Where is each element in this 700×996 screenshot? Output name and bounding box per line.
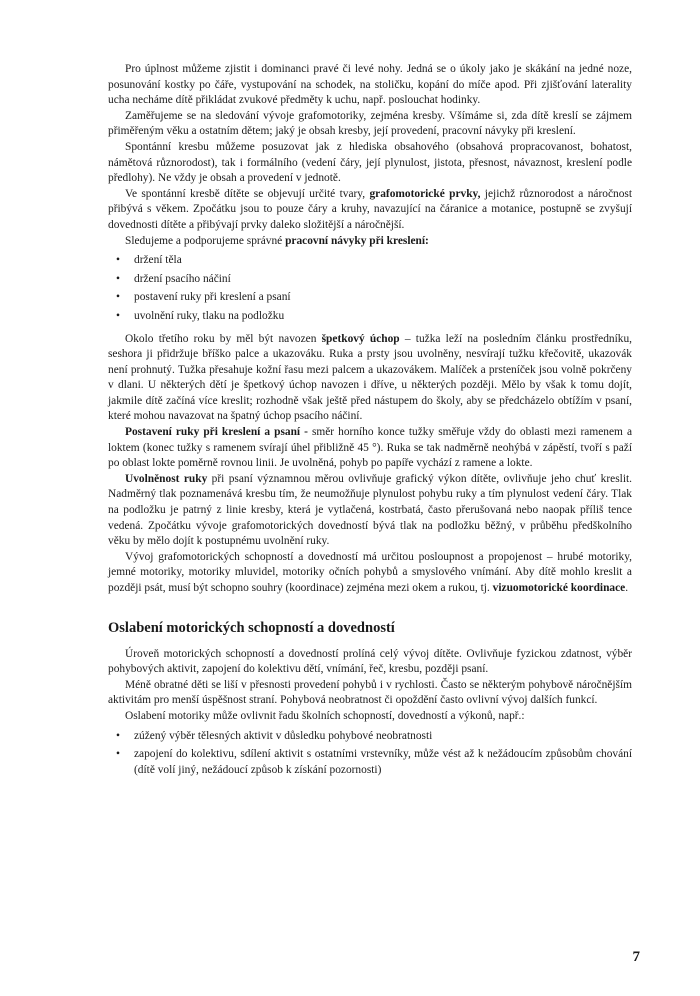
text-run: . [625, 582, 629, 594]
list-item [108, 729, 632, 745]
text-run: Ve spontánní kresbě dítěte se objevují určité tvary, [125, 187, 370, 200]
paragraph-work-habits-lead [108, 234, 632, 250]
paragraph-graphomotor-elements [108, 187, 632, 234]
bold-text-run: Postavení ruky při kreslení a psaní - [125, 426, 308, 439]
bold-text-run: špetkový úchop [321, 332, 400, 345]
text-run: – tužka leží na posledním článku prostředníku, seshora ji přidržuje bříško palce a ukazováku. Ruka a prsty jsou uvolněny, nesvírají tužku křečovitě, ukazovák není prohnutý. Tužka přesahuje kožní řasu mezi palcem a ukazovákem. Malíček a prsteníček jsou volně pokrčeny v dlani. U některých dětí je špetkový úchop navozen i dříve, u některých později. Mělo by však k tomu dojít, jakmile dítě začíná více kreslit; rozhodně však ještě před nástupem do školy, aby se předcházelo obtížím v psaní, které mohou navazovat na špatný úchop psacího náčiní. [108, 332, 632, 423]
text-run: směr horního konce tužky směřuje vždy do oblasti mezi ramenem a loktem (konec tužky s ramenem svírají úhel přibližně 45 °). Ruka se tak nadměrně neohýbá v zápěstí, tvoří s paží po oblast lokte poměrně rovnou linii. Je uvolněná, pohyb po papíře vychází z ramene a lokte. [108, 426, 632, 470]
text-run: při psaní významnou měrou ovlivňuje grafický výkon dítěte, ovlivňuje jeho chuť kreslit. Nadměrný tlak poznamenává kresbu tím, že neumožňuje plynulost pohybu ruky a tím plynulost vedení čáry. Tlak na podložku je patrný z linie kresby, která je vytlačená, kostrbatá, často přerušovaná nebo naopak příliš tence vedená. Zpočátku vývoje grafomotorických dovedností bývá tlak na podložku běžný, v průběhu předškolního věku by mělo dojít k postupnému uvolnění ruky. [108, 472, 632, 548]
list-item [108, 747, 632, 778]
text-run: Sledujeme a podporujeme správné [125, 234, 286, 247]
paragraph-less-skilled-children [108, 678, 632, 709]
text-run: držení těla [134, 254, 182, 267]
list-item [108, 272, 632, 288]
text-run: Úroveň motorických schopností a dovedností prolíná celý vývoj dítěte. Ovlivňuje fyzickou zdatnost, výběr pohybových aktivit, zapojení do kolektivu dětí, vnímání, řeč, kresbu, později psaní. [108, 647, 632, 676]
section-heading: Oslabení motorických schopností a dovedností [108, 619, 395, 636]
list-item [108, 290, 632, 306]
text-run: Okolo třetího roku by měl být navozen [125, 332, 322, 345]
paragraph-motor-skill-level [108, 647, 632, 678]
paragraph-motor-weakening-lead [108, 709, 632, 725]
text-run: Oslabení motoriky může ovlivnit řadu školních schopností, dovedností a výkonů, např.: [125, 709, 525, 722]
text-run: uvolnění ruky, tlaku na podložku [134, 309, 285, 322]
paragraph-hand-relaxation [108, 472, 632, 550]
motor-weakening-list [108, 729, 632, 779]
text-run: Spontánní kresbu můžeme posuzovat jak z hlediska obsahového (obsahová propracovanost, bohatost, námětová různorodost), tak i formálního (vedení čáry, její plynulost, jistota, přesnost, návaznost, kreslení podle předlohy). Ne vždy je obsah a provedení v jednotě. [108, 140, 632, 185]
bold-text-run: grafomotorické prvky, [369, 187, 481, 200]
paragraph-pincer-grip [108, 332, 632, 426]
text-run: Pro úplnost můžeme zjistit i dominanci pravé či levé nohy. Jedná se o úkoly jako je skákání na jedné noze, posunování kostky po čáře, vystupování na schodek, na stoličku, kopání do míče apod. Při zjišťování laterality ucha necháme dítě přikládat zvukové předměty k uchu, např. poslouchat hodinky. [108, 63, 632, 107]
text-run: Zaměřujeme se na sledování vývoje grafomotoriky, zejména kresby. Všímáme si, zda dítě kreslí se zájmem přiměřeným věku a ostatním dětem; jaký je obsah kresby, její provedení, pracovní návyky při kreslení. [108, 109, 632, 138]
text-run: zapojení do kolektivu, sdílení aktivit s ostatními vrstevníky, může vést až k nežádoucím způsobům chování (dítě volí jiný, nežádoucí způsob k získání pozornosti) [134, 748, 632, 776]
text-run: zúžený výběr tělesných aktivit v důsledku pohybové neobratnosti [134, 729, 433, 742]
document-content [108, 62, 632, 785]
bold-text-run: pracovní návyky při kreslení: [285, 234, 429, 247]
list-item [108, 253, 632, 269]
bold-text-run: vizuomotorické koordinace [492, 582, 626, 594]
paragraph-visuomotor-coordination [108, 550, 632, 597]
bold-text-run: Uvolněnost ruky [125, 472, 208, 485]
paragraph-spontaneous-drawing [108, 140, 632, 187]
paragraph-laterality-legs [108, 62, 632, 109]
text-run: Vývoj grafomotorických schopností a dovedností má určitou posloupnost a propojenost – hrubé motoriky, jemné motoriky, motoriky mluvidel, motoriky očních pohybů a smyslového vnímání. Aby dítě mohlo kreslit a později psát, musí být schopno souhry (koordinace) zejména mezi okem a rukou, tj. [108, 550, 632, 594]
work-habits-list [108, 253, 632, 324]
text-run: postavení ruky při kreslení a psaní [134, 291, 291, 304]
text-run: držení psacího náčiní [134, 272, 231, 285]
text-run: jejichž různorodost a náročnost přibývá s věkem. Zpočátku jsou to pouze čáry a kruhy, navazující na čáranice a motanice, postupně se zvyšují dovednosti dítěte a přibývají prvky daleko složitější a náročnější. [108, 187, 632, 231]
page-number: 7 [632, 949, 640, 965]
paragraph-grafomotorika-intro [108, 109, 632, 140]
text-run: Méně obratné děti se liší v přesnosti provedení pohybů i v rychlosti. Často se některým pohybově náročnějším aktivitám pro menší úspěšnost straní. Pohybová neobratnost či opoždění často ovlivní vývoj dalších funkcí. [108, 678, 632, 707]
list-item [108, 309, 632, 325]
paragraph-hand-position [108, 425, 632, 472]
